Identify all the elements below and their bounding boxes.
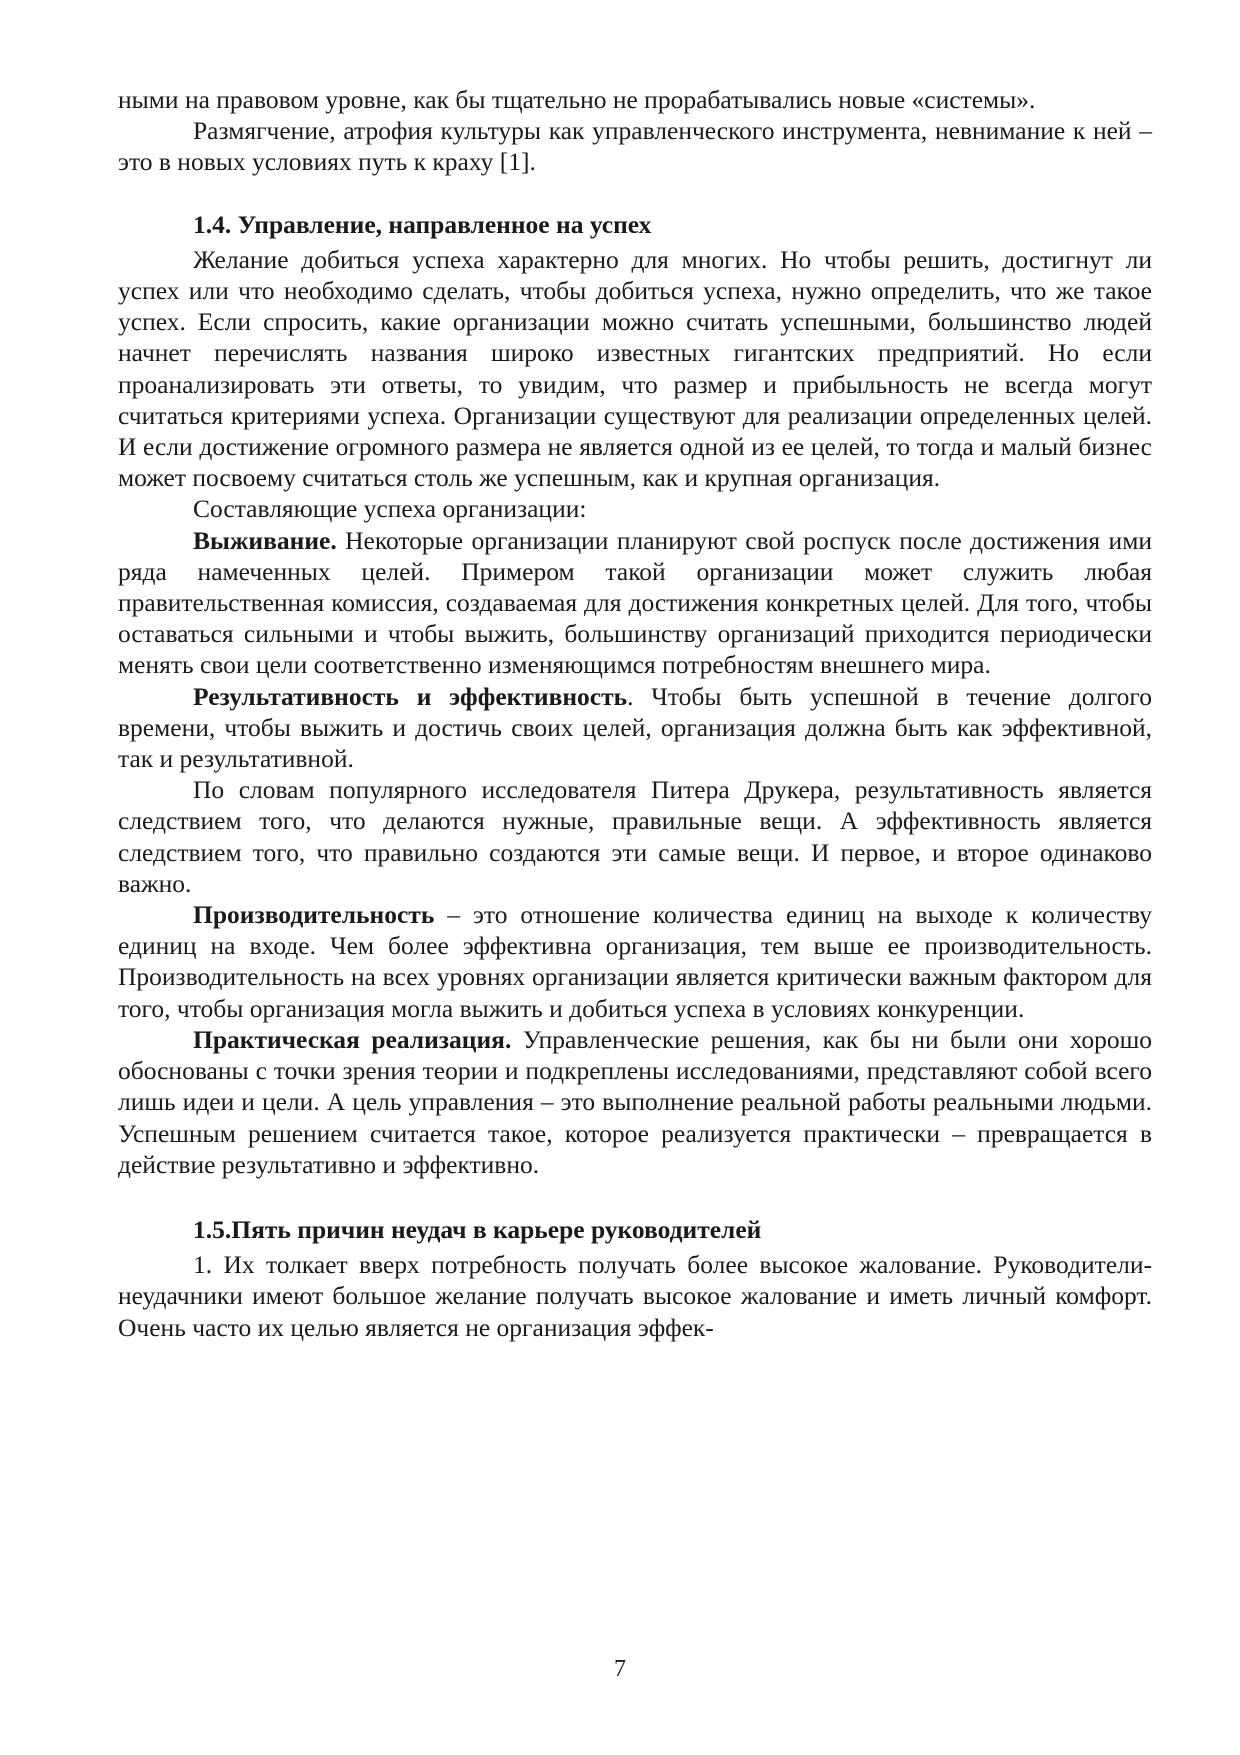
paragraph-reason-1: 1. Их толкает вверх потребность получать более высокое жалование. Руководители-неудачники имеют большое желание получать высокое жалование и иметь личный комфорт. Очень часто их целью является не организация эффек- — [118, 1250, 1152, 1342]
paragraph-survival — [118, 525, 1152, 681]
term-effectiveness: Результативность и эффективность — [193, 681, 628, 711]
paragraph-implementation — [118, 1024, 1152, 1180]
paragraph-continuation: ными на правовом уровне, как бы тщательно не прорабатывались новые «системы». — [118, 85, 1036, 114]
section-heading-1-4: 1.4. Управление, направленное на успех — [193, 209, 652, 239]
term-implementation: Практическая реализация. — [193, 1024, 512, 1054]
productivity-text: – это отношение количества единиц на выходе к количеству единиц на входе. Чем более эффективна организация, тем выше ее производительность. Производительность на всех уровнях организации является критически важным фактором для того, чтобы организация могла выжить и добиться успеха в условиях конкуренции. — [118, 900, 1152, 1023]
paragraph-culture-atrophy: Размягчение, атрофия культуры как управленческого инструмента, невнимание к ней – это в новых условиях путь к краху [1]. — [118, 116, 1152, 177]
section-heading-1-5: 1.5.Пять причин неудач в карьере руководителей — [193, 1214, 762, 1244]
paragraph-components-label: Составляющие успеха организации: — [193, 494, 587, 524]
term-survival: Выживание. — [193, 525, 337, 555]
implementation-text: Управленческие решения, как бы ни были они хорошо обоснованы с точки зрения теории и подкреплены исследованиями, представляют собой всего лишь идеи и цели. А цель управления – это выполнение реальной работы реальными людьми. Успешным решением считается такое, которое реализуется практически – превращается в действие результативно и эффективно. — [118, 1024, 1152, 1179]
spacer — [118, 178, 1152, 209]
paragraph-productivity — [118, 899, 1152, 1024]
paragraph-success-intro: Желание добиться успеха характерно для многих. Но чтобы решить, достигнут ли успех или что необходимо сделать, чтобы добиться успеха, нужно определить, что же такое успех. Если спросить, какие организации можно считать успешными, большинство людей начнет перечислять названия широко известных гигантских предприятий. Но если проанализировать эти ответы, то увидим, что размер и прибыльность не всегда могут считаться критериями успеха. Организации существуют для реализации определенных целей. И если достижение огромного размера не является одной из ее целей, то тогда и малый бизнес может посвоему считаться столь же успешным, как и крупная организация. — [118, 244, 1152, 493]
paragraph-drucker: По словам популярного исследователя Питера Друкера, результативность является следствием того, что делаются нужные, правильные вещи. А эффективность является следствием того, что правильно создаются эти самые вещи. И первое, и второе одинаково важно. — [118, 775, 1152, 898]
page-number: 7 — [614, 1656, 626, 1682]
term-productivity: Производительность — [193, 900, 435, 930]
survival-text: Некоторые организации планируют свой роспуск после достижения ими ряда намеченных целей. Примером такой организации может служить любая правительственная комиссия, создаваемая для достижения конкретных целей. Для того, чтобы оставаться сильными и чтобы выжить, большинству организаций приходится периодически менять свои цели соответственно изменяющимся потребностям внешнего мира. — [118, 525, 1152, 680]
effectiveness-text: . Чтобы быть успешной в течение долгого времени, чтобы выжить и достичь своих целей, организация должна быть как эффективной, так и результативной. — [118, 681, 1153, 774]
spacer — [118, 1180, 1152, 1214]
document-page — [118, 84, 1152, 1343]
paragraph-effectiveness — [118, 681, 1152, 775]
